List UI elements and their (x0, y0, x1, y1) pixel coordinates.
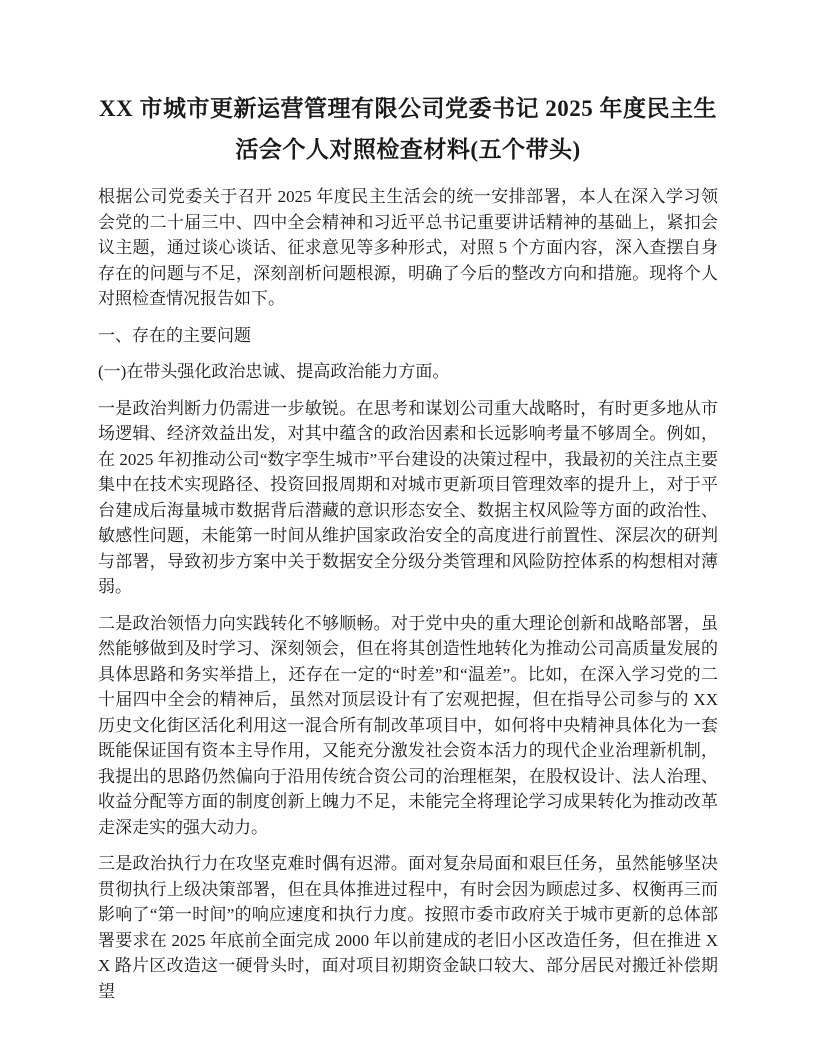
issue-paragraph-political-comprehension: 二是政治领悟力向实践转化不够顺畅。对于党中央的重大理论创新和战略部署，虽然能够做到及时学习、深刻领会，但在将其创造性地转化为推动公司高质量发展的具体思路和务实举措上，还存在一定的“时差”和“温差”。比如，在深入学习党的二十届四中全会的精神后，虽然对顶层设计有了宏观把握，但在指导公司参与的 XX 历史文化街区活化利用这一混合所有制改革项目中，如何将中央精神具体化为一套既能保证国有资本主导作用，又能充分激发社会资本活力的现代企业治理新机制，我提出的思路仍然偏向于沿用传统合资公司的治理框架，在股权设计、法人治理、收益分配等方面的制度创新上魄力不足，未能完全将理论学习成果转化为推动改革走深走实的强大动力。 (98, 613, 718, 837)
document-title: XX 市城市更新运营管理有限公司党委书记 2025 年度民主生活会个人对照检查材料(五个带头) (99, 96, 717, 162)
intro-paragraph: 根据公司党委关于召开 2025 年度民主生活会的统一安排部署，本人在深入学习领会党的二十届三中、四中全会精神和习近平总书记重要讲话精神的基础上，紧扣会议主题，通过谈心谈话、征求意见等多种形式，对照 5 个方面内容，深入查摆自身存在的问题与不足，深刻剖析问题根源，明确了今后的整改方向和措施。现将个人对照检查情况报告如下。 (98, 187, 718, 308)
issue-paragraph-political-execution: 三是政治执行力在攻坚克难时偶有迟滞。面对复杂局面和艰巨任务，虽然能够坚决贯彻执行上级决策部署，但在具体推进过程中，有时会因为顾虑过多、权衡再三而影响了“第一时间”的响应速度和执行力度。按照市委市政府关于城市更新的总体部署要求在 2025 年底前全面完成 2000 年以前建成的老旧小区改造任务，但在推进 XX 路片区改造这一硬骨头时，面对项目初期资金缺口较大、部分居民对搬迁补偿期望 (98, 854, 718, 1001)
issue-paragraph-political-judgment: 一是政治判断力仍需进一步敏锐。在思考和谋划公司重大战略时，有时更多地从市场逻辑、经济效益出发，对其中蕴含的政治因素和长远影响考量不够周全。例如，在 2025 年初推动公司“数字孪生城市”平台建设的决策过程中，我最初的关注点主要集中在技术实现路径、投资回报周期和对城市更新项目管理效率的提升上，对于平台建成后海量城市数据背后潜藏的意识形态安全、数据主权风险等方面的政治性、敏感性问题，未能第一时间从维护国家政治安全的高度进行前置性、深层次的研判与部署，导致初步方案中关于数据安全分级分类管理和风险防控体系的构想相对薄弱。 (98, 398, 718, 596)
subsection-heading-political-loyalty: (一)在带头强化政治忠诚、提高政治能力方面。 (98, 362, 450, 381)
section-heading-main-problems: 一、存在的主要问题 (98, 325, 251, 345)
document-body (98, 184, 718, 1004)
